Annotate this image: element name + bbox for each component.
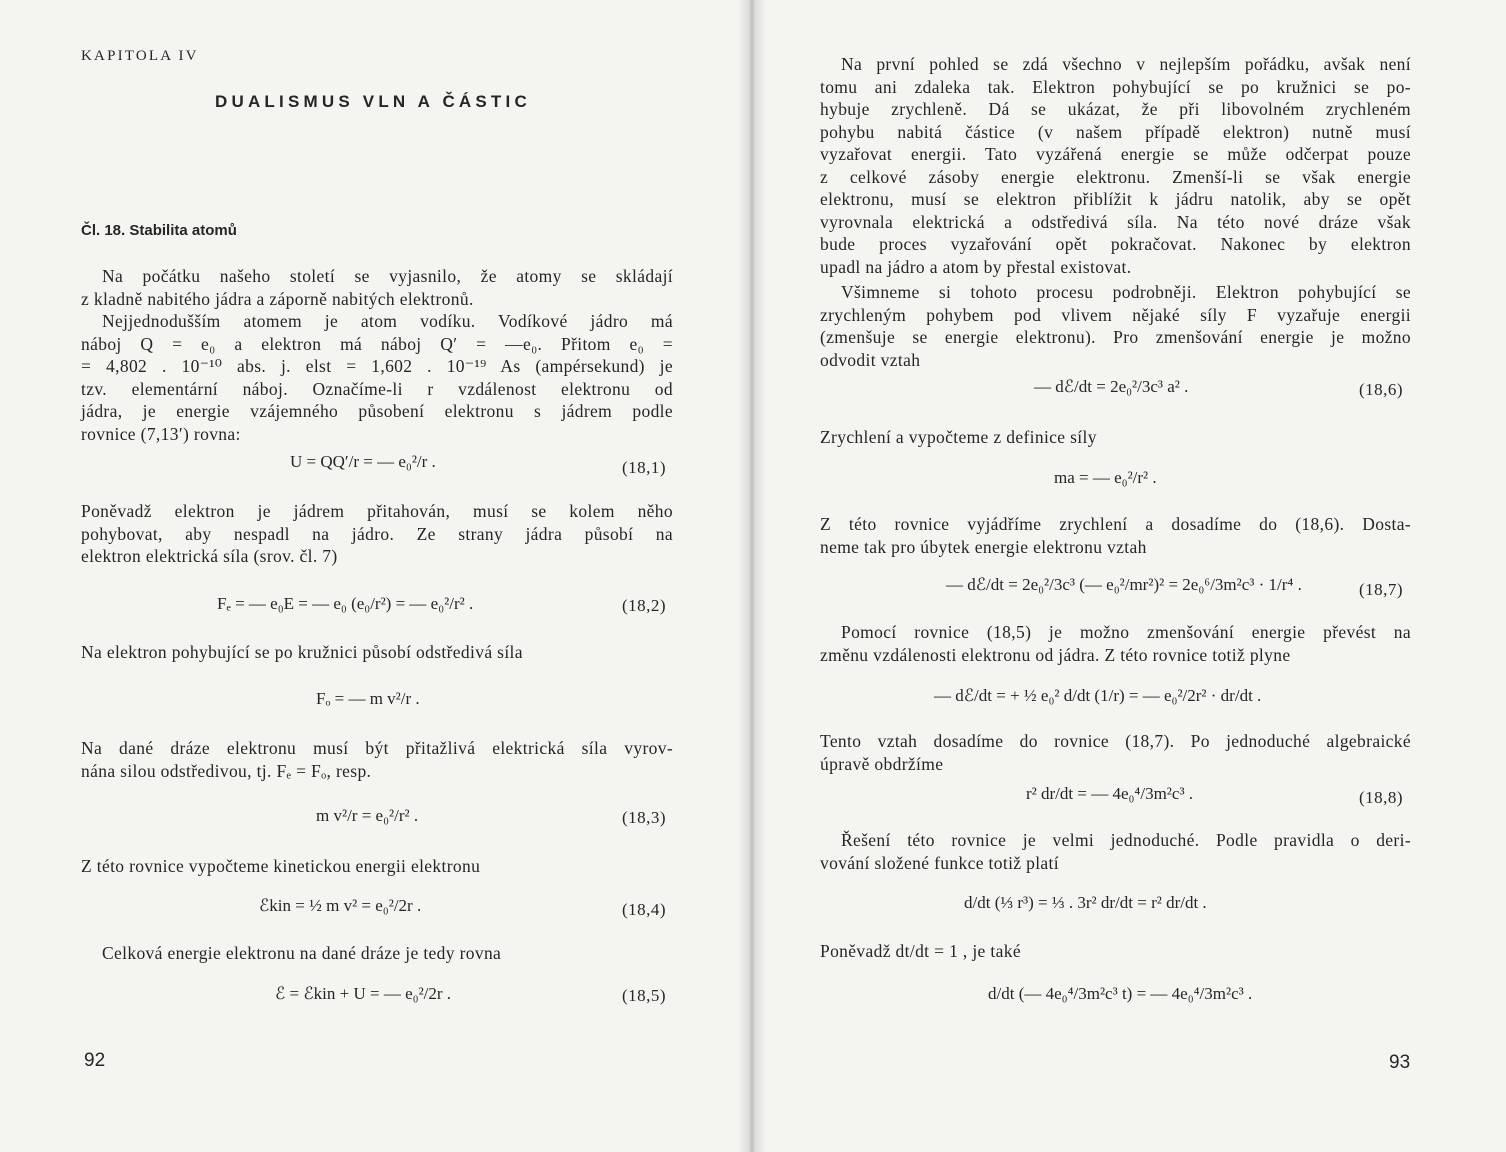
book-gutter — [738, 0, 766, 1152]
paragraph — [820, 621, 1411, 666]
text-line: Zrychlení a vypočteme z definice síly — [820, 427, 1097, 447]
text-line: vyzařovat energii. Tato vyzářená energie se může odčerpat pouze — [820, 144, 1411, 164]
paragraph — [820, 730, 1411, 775]
equation: Fₒ = — m v²/r . — [316, 689, 420, 708]
equation-number: (18,5) — [622, 986, 667, 1005]
text-line: Na dané dráze elektronu musí být přitažlivá elektrická síla vyrov- — [81, 738, 673, 758]
text-line: tomu ani zdaleka tak. Elektron pohybující se po kružnici se po- — [820, 76, 1411, 97]
equation: d/dt (— 4e₀⁴/3m²c³ t) = — 4e₀⁴/3m²c³ . — [988, 984, 1253, 1003]
equation: r² dr/dt = — 4e₀⁴/3m²c³ . — [1026, 784, 1194, 803]
text-line: rovnice (7,13′) rovna: — [81, 423, 241, 444]
text-line: hybuje zrychleně. Dá se ukázat, že při libovolném zrychleném — [820, 99, 1411, 119]
text-line: úpravě obdržíme — [820, 753, 944, 774]
text-line: zrychleným pohybem pod vlivem nějaké síly F vyzařuje energii — [820, 304, 1411, 325]
equation: d/dt (⅓ r³) = ⅓ . 3r² dr/dt = r² dr/dt . — [964, 893, 1207, 912]
text-line: upadl na jádro a atom by přestal existovat. — [820, 256, 1132, 277]
text-line: Tento vztah dosadíme do rovnice (18,7). Po jednoduché algebraické — [820, 731, 1411, 751]
paragraph — [820, 829, 1411, 874]
text-line: bude proces vyzařování opět pokračovat. Nakonec by elektron — [820, 234, 1411, 254]
paragraph — [81, 737, 673, 782]
page-number: 92 — [84, 1050, 106, 1071]
page-number: 93 — [1389, 1052, 1411, 1073]
equation: U = QQ′/r = — e₀²/r . — [290, 452, 436, 471]
paragraph — [820, 513, 1411, 558]
text-line: Celková energie elektronu na dané dráze je tedy rovna — [102, 943, 502, 963]
chapter-label: KAPITOLA IV — [81, 48, 199, 64]
text-line: náboj Q = e₀ a elektron má náboj Q′ = —e₀. Přitom e₀ = — [81, 333, 673, 354]
equation-number: (18,2) — [622, 596, 667, 615]
equation-number: (18,3) — [622, 808, 667, 827]
text-line: Na elektron pohybující se po kružnici působí odstředivá síla — [81, 642, 523, 662]
equation: ℰkin = ½ m v² = e₀²/2r . — [259, 896, 422, 915]
text-line: Řešení této rovnice je velmi jednoduché. Podle pravidla o deri- — [841, 830, 1411, 850]
equation: — dℰ/dt = + ½ e₀² d/dt (1/r) = — e₀²/2r² · dr/dt . — [934, 686, 1262, 705]
equation: ma = — e₀²/r² . — [1054, 468, 1157, 487]
text-line: pohybu nabitá částice (v našem případě elektron) nutně musí — [820, 121, 1411, 142]
text-line: vování složené funkce totiž platí — [820, 852, 1059, 873]
equation-number: (18,7) — [1359, 580, 1404, 599]
text-line: Z této rovnice vypočteme kinetickou energii elektronu — [81, 856, 481, 876]
text-line: změnu vzdálenosti elektronu od jádra. Z této rovnice totiž plyne — [820, 644, 1291, 665]
right-page — [752, 0, 1506, 1152]
equation-number: (18,6) — [1359, 380, 1404, 399]
text-line: pohybovat, aby nespadl na jádro. Ze strany jádra působí na — [81, 523, 673, 544]
text-line: z kladně nabitého jádra a záporně nabitých elektronů. — [81, 288, 474, 309]
equation: Fₑ = — e₀E = — e₀ (e₀/r²) = — e₀²/r² . — [217, 594, 474, 613]
equation-number: (18,1) — [622, 458, 667, 477]
text-line: Na počátku našeho století se vyjasnilo, že atomy se skládají — [102, 266, 673, 286]
text-line: Nejjednodušším atomem je atom vodíku. Vodíkové jádro má — [102, 311, 673, 331]
text-line: odvodit vztah — [820, 349, 921, 370]
text-line: nána silou odstředivou, tj. Fₑ = Fₒ, resp. — [81, 760, 372, 781]
text-line: (zmenšuje se energie elektronu). Pro zmenšování energie je možno — [820, 327, 1411, 347]
text-line: elektronu, musí se elektron přiblížit k jádru natolik, aby se opět — [820, 189, 1411, 209]
equation-number: (18,4) — [622, 900, 667, 919]
text-line: Poněvadž dt/dt = 1 , je také — [820, 941, 1021, 961]
equation: ℰ = ℰkin + U = — e₀²/2r . — [275, 984, 452, 1003]
paragraph — [820, 281, 1411, 371]
text-line: = 4,802 . 10⁻¹⁰ abs. j. elst = 1,602 . 10⁻¹⁹ As (ampérsekund) je — [81, 356, 673, 376]
equation: — dℰ/dt = 2e₀²/3c³ a² . — [1034, 377, 1189, 396]
text-line: Na první pohled se zdá všechno v nejlepším pořádku, avšak není — [841, 54, 1411, 74]
text-line: Pomocí rovnice (18,5) je možno zmenšování energie převést na — [841, 622, 1411, 642]
paragraph — [820, 53, 1411, 278]
text-line: vyrovnala elektrická a odstředivá síla. Na této nové dráze však — [820, 211, 1411, 232]
section-heading: Čl. 18. Stabilita atomů — [81, 222, 237, 239]
text-line: neme tak pro úbytek energie elektronu vztah — [820, 536, 1147, 557]
text-line: Všimneme si tohoto procesu podrobněji. Elektron pohybující se — [841, 282, 1411, 302]
equation-number: (18,8) — [1359, 788, 1404, 807]
text-line: Z této rovnice vyjádříme zrychlení a dosadíme do (18,6). Dosta- — [820, 514, 1411, 534]
text-line: z celkové zásoby energie elektronu. Zmenší-li se však energie — [820, 166, 1411, 187]
text-line: Poněvadž elektron je jádrem přitahován, musí se kolem něho — [81, 501, 673, 521]
paragraph — [81, 265, 673, 310]
text-line: jádra, je energie vzájemného působení elektronu s jádrem podle — [81, 401, 673, 421]
text-line: tzv. elementární náboj. Označíme-li r vzdálenost elektronu od — [81, 378, 673, 399]
equation: m v²/r = e₀²/r² . — [316, 806, 419, 825]
equation: — dℰ/dt = 2e₀²/3c³ (— e₀²/mr²)² = 2e₀⁶/3m²c³ · 1/r⁴ . — [946, 575, 1302, 594]
paragraph — [81, 310, 673, 445]
paragraph — [81, 500, 673, 568]
chapter-title: DUALISMUS VLN A ČÁSTIC — [215, 92, 531, 111]
left-page — [0, 0, 752, 1152]
text-line: elektron elektrická síla (srov. čl. 7) — [81, 546, 338, 566]
